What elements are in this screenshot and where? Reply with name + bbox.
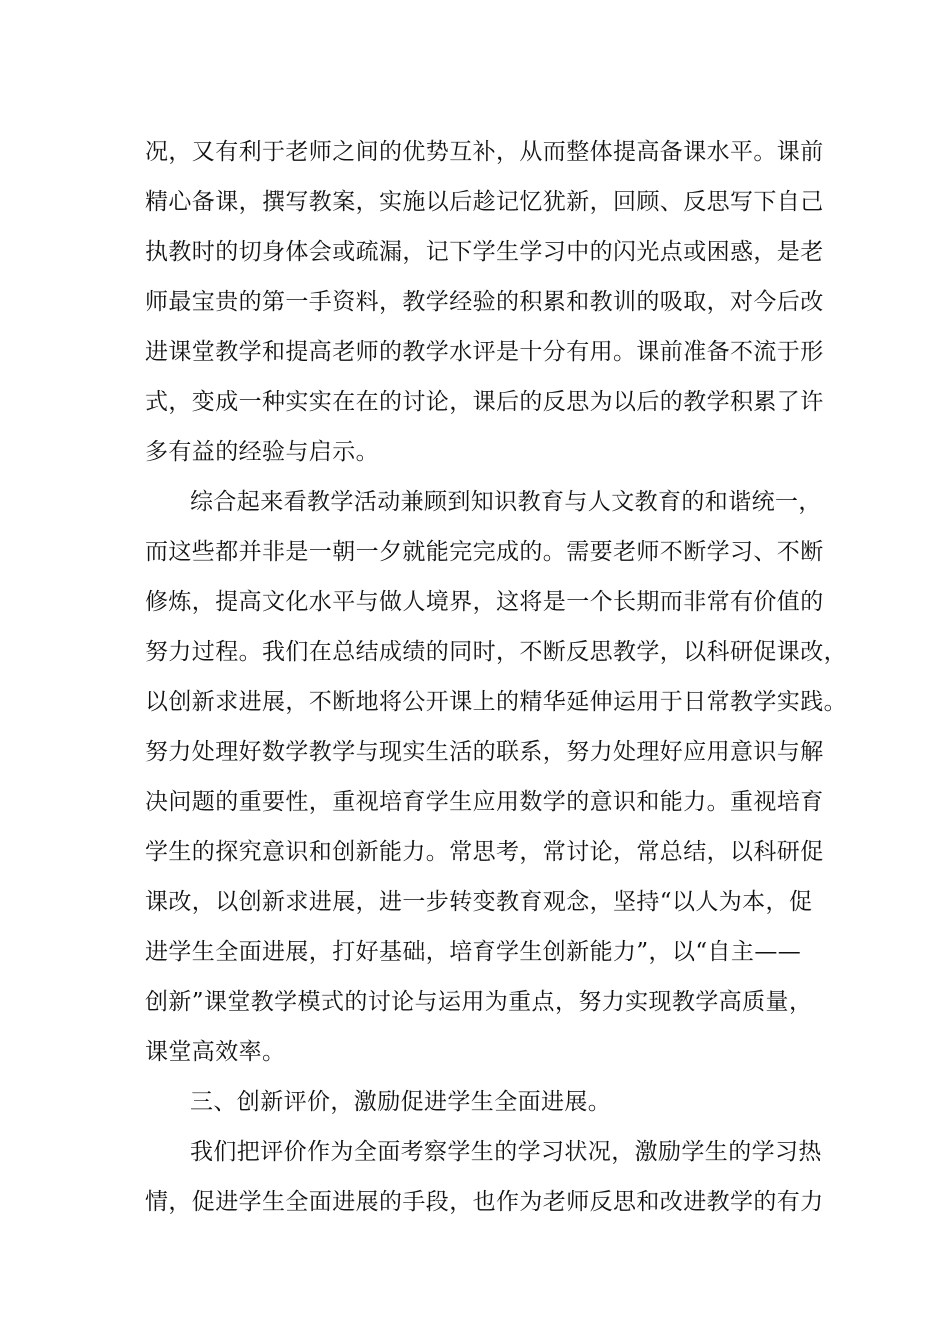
text-line: 多有益的经验与启示。	[145, 439, 379, 465]
text-line: 决问题的重要性，重视培育学生应用数学的意识和能力。重视培育	[145, 789, 824, 815]
text-line: 师最宝贵的第一手资料，教学经验的积累和教训的吸取，对今后改	[145, 289, 824, 315]
text-line: 创新”课堂教学模式的讨论与运用为重点，努力实现教学高质量，	[145, 989, 813, 1015]
text-line: 执教时的切身体会或疏漏，记下学生学习中的闪光点或困惑，是老	[145, 239, 824, 265]
text-line: 况，又有利于老师之间的优势互补，从而整体提高备课水平。课前	[145, 139, 824, 165]
text-line: 努力过程。我们在总结成绩的同时，不断反思教学，以科研促课改，	[145, 639, 847, 665]
text-line: 精心备课，撰写教案，实施以后趁记忆犹新，回顾、反思写下自己	[145, 189, 824, 215]
section-heading: 三、创新评价，激励促进学生全面进展。	[190, 1089, 612, 1115]
text-line: 学生的探究意识和创新能力。常思考，常讨论，常总结，以科研促	[145, 839, 824, 865]
text-line: 修炼，提高文化水平与做人境界，这将是一个长期而非常有价值的	[145, 589, 824, 615]
text-line: 情，促进学生全面进展的手段，也作为老师反思和改进教学的有力	[145, 1189, 824, 1215]
text-line: 进学生全面进展，打好基础，培育学生创新能力”，以“自主——	[145, 939, 802, 965]
text-line: 课堂高效率。	[145, 1039, 286, 1065]
text-line: 我们把评价作为全面考察学生的学习状况，激励学生的学习热	[190, 1139, 822, 1165]
text-line: 以创新求进展，不断地将公开课上的精华延伸运用于日常教学实践。	[145, 689, 847, 715]
text-line: 式，变成一种实实在在的讨论，课后的反思为以后的教学积累了许	[145, 389, 824, 415]
text-line: 而这些都并非是一朝一夕就能完完成的。需要老师不断学习、不断	[145, 539, 824, 565]
text-line: 综合起来看教学活动兼顾到知识教育与人文教育的和谐统一，	[190, 489, 822, 515]
text-line: 课改，以创新求进展，进一步转变教育观念，坚持“以人为本，促	[145, 889, 813, 915]
text-line: 努力处理好数学教学与现实生活的联系，努力处理好应用意识与解	[145, 739, 824, 765]
text-line: 进课堂教学和提高老师的教学水评是十分有用。课前准备不流于形	[145, 339, 824, 365]
